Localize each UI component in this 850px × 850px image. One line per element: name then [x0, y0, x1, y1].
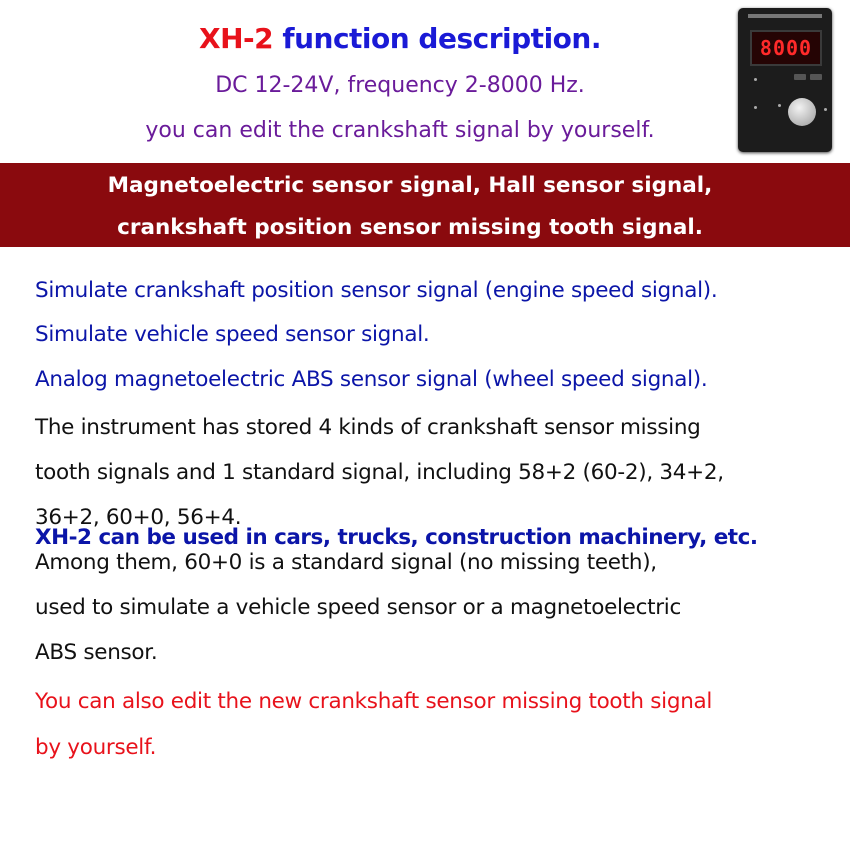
banner-line: Magnetoelectric sensor signal, Hall sensor signal,	[107, 173, 713, 198]
feature-line: Simulate vehicle speed sensor signal.	[35, 322, 430, 347]
device-display: 8000	[750, 30, 822, 66]
feature-line: Analog magnetoelectric ABS sensor signal (wheel speed signal).	[35, 367, 708, 392]
title-rest: function description.	[273, 22, 601, 55]
usage-footer: XH-2 can be used in cars, trucks, construction machinery, etc.	[35, 525, 758, 550]
description-line: used to simulate a vehicle speed sensor or a magnetoelectric	[35, 595, 681, 620]
header	[0, 0, 850, 165]
device-dot	[754, 106, 757, 109]
edit-note-line: by yourself.	[35, 735, 157, 760]
description-line: 36+2, 60+0, 56+4.	[35, 505, 242, 530]
device-dot	[824, 108, 827, 111]
device-button	[794, 74, 806, 80]
feature-banner	[0, 163, 850, 247]
device-dot	[778, 104, 781, 107]
banner-line: crankshaft position sensor missing tooth signal.	[117, 215, 703, 240]
page-title	[0, 22, 800, 55]
description-line: ABS sensor.	[35, 640, 158, 665]
device-button	[810, 74, 822, 80]
feature-line: Simulate crankshaft position sensor signal (engine speed signal).	[35, 278, 718, 303]
product-image	[738, 8, 832, 152]
device-dot	[754, 78, 757, 81]
subtitle-voltage-frequency: DC 12-24V, frequency 2-8000 Hz.	[215, 73, 585, 98]
edit-note-line: You can also edit the new crankshaft sensor missing tooth signal	[35, 689, 713, 714]
subtitle-edit-signal: you can edit the crankshaft signal by yourself.	[145, 118, 655, 143]
device-label-strip	[748, 14, 822, 18]
title-model: XH-2	[199, 22, 274, 55]
description-line: Among them, 60+0 is a standard signal (no missing teeth),	[35, 550, 657, 575]
description-line: tooth signals and 1 standard signal, including 58+2 (60-2), 34+2,	[35, 460, 724, 485]
knob-icon	[788, 98, 816, 126]
description-line: The instrument has stored 4 kinds of crankshaft sensor missing	[35, 415, 701, 440]
